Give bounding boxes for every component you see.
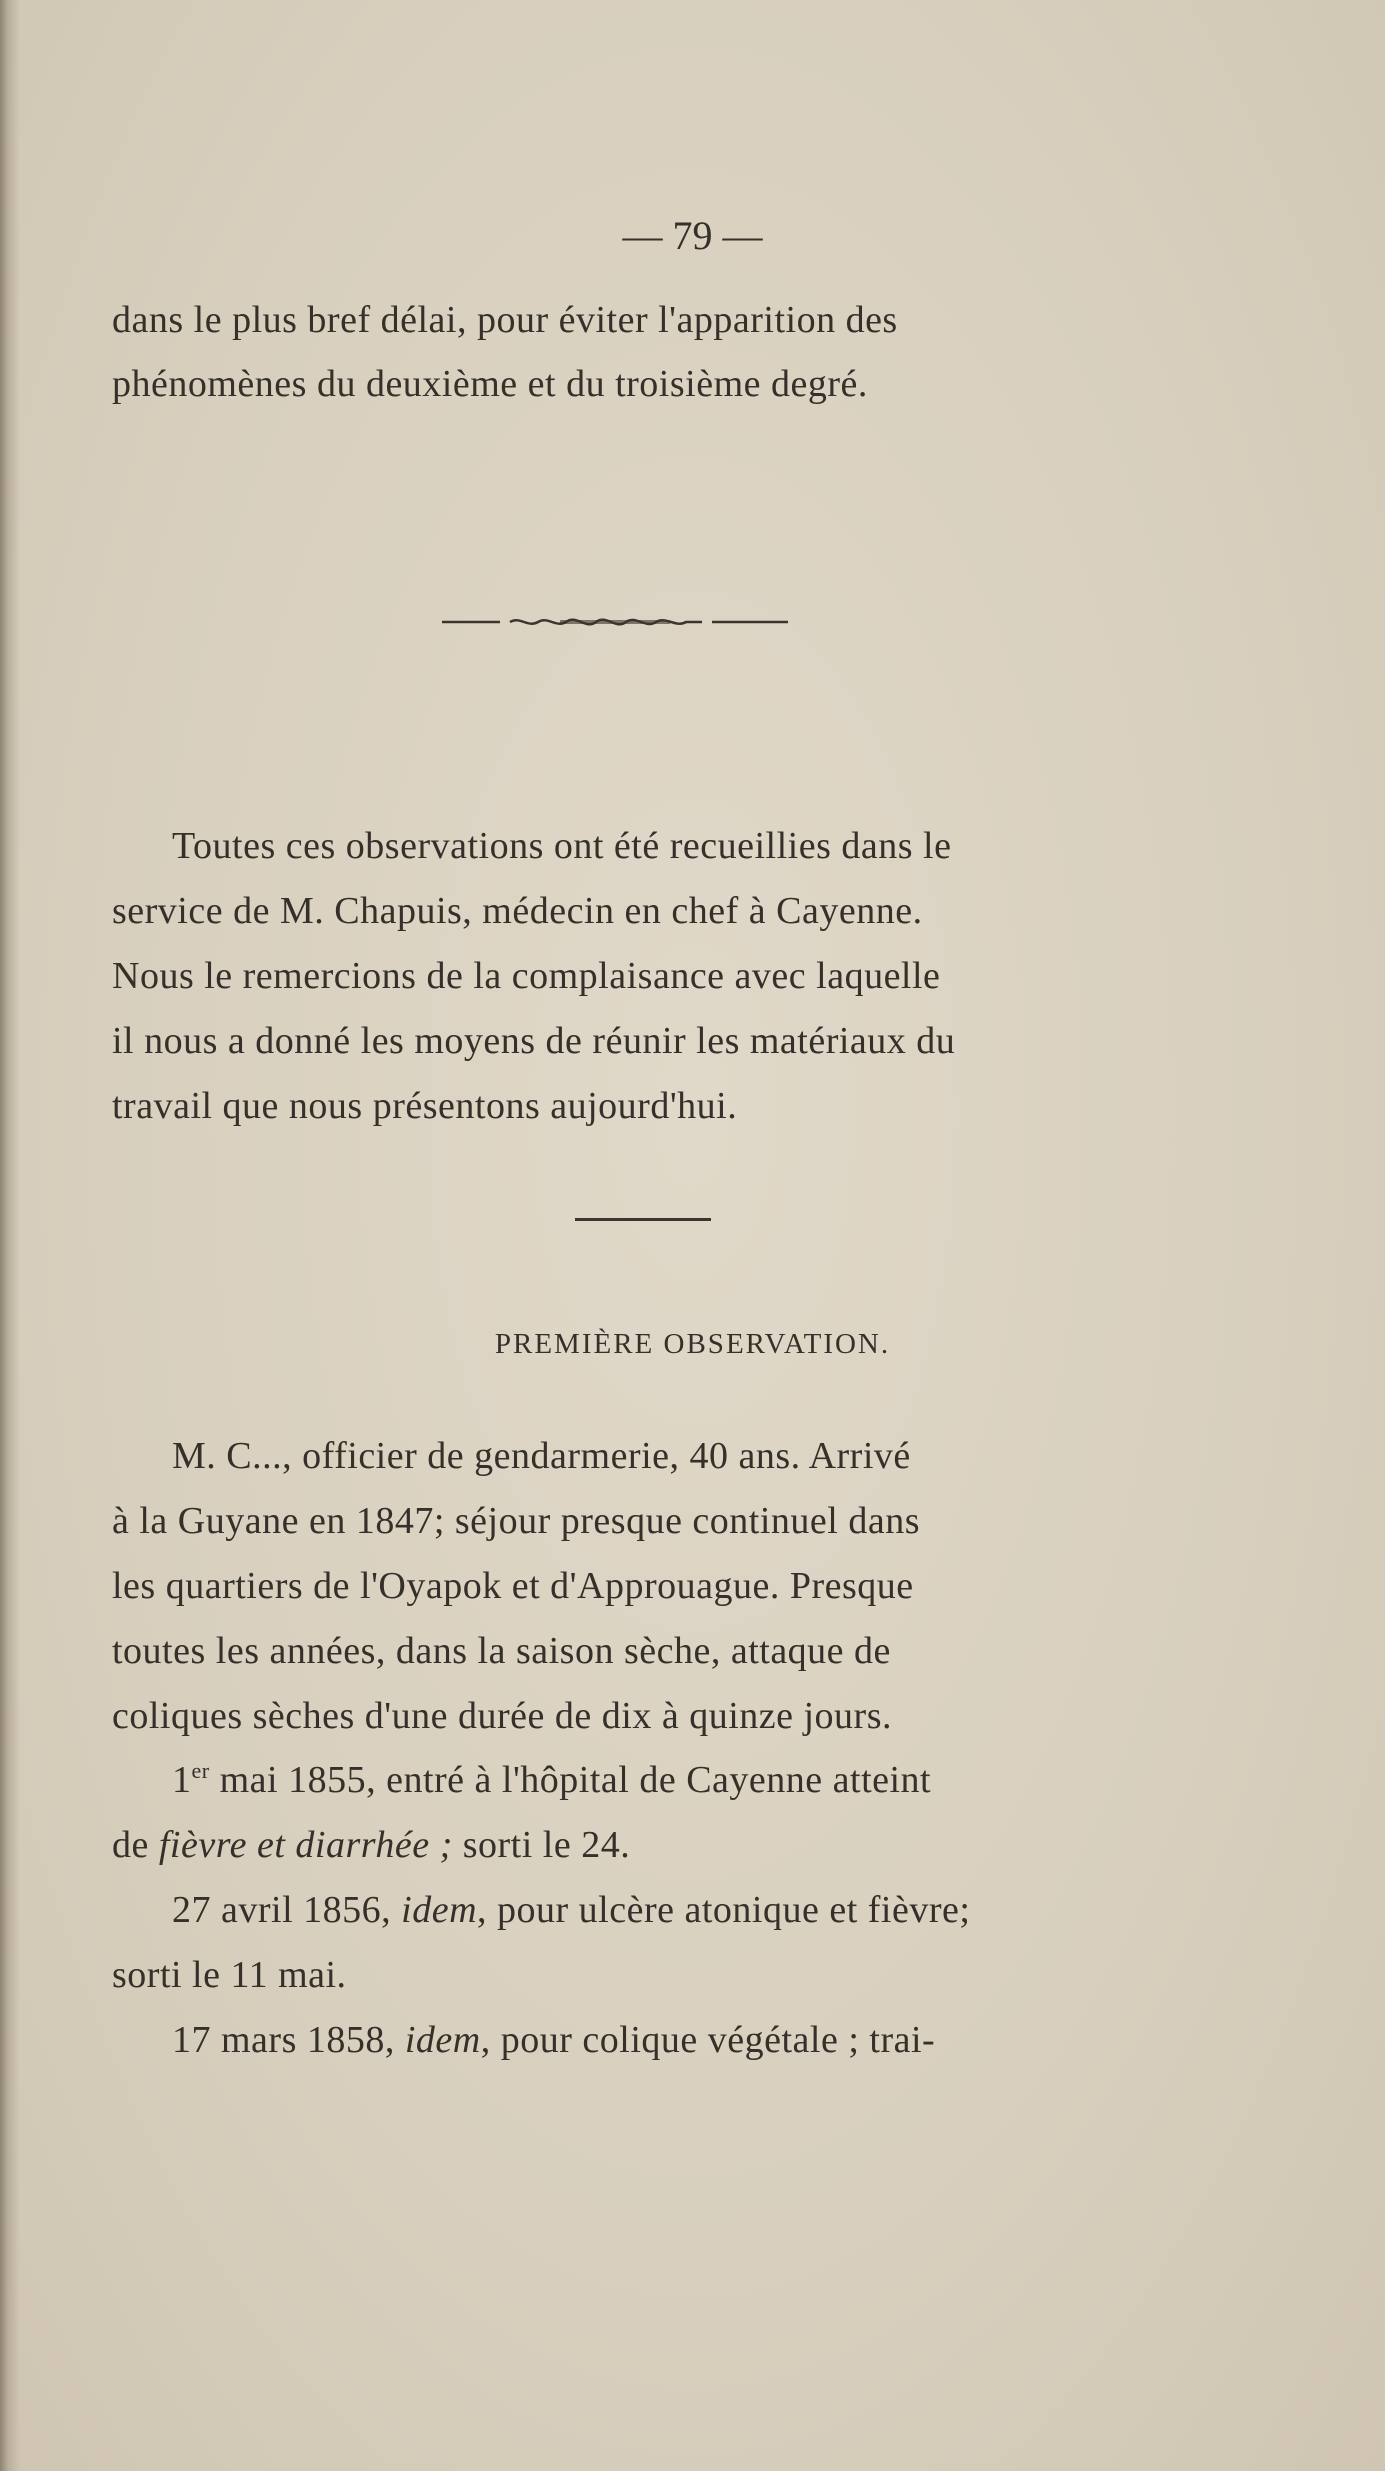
text-line (172, 2018, 935, 2062)
text-line (172, 1758, 931, 1802)
ornamental-flourish (440, 612, 790, 632)
page-gutter-shadow (0, 0, 20, 2471)
text-line: phénomènes du deuxième et du troisième degré. (112, 363, 868, 405)
text-line: les quartiers de l'Oyapok et d'Approuague. Presque (112, 1565, 914, 1607)
text-line: Nous le remercions de la complaisance avec laquelle (112, 955, 941, 997)
date-day: 1 (172, 1759, 192, 1801)
text-line: à la Guyane en 1847; séjour presque continuel dans (112, 1500, 920, 1542)
section-rule (575, 1218, 711, 1221)
text-line (172, 1888, 970, 1932)
text-span: , pour ulcère atonique et fièvre; (477, 1889, 971, 1931)
observation-heading: PREMIÈRE OBSERVATION. (494, 1328, 891, 1360)
text-span: mai 1855, entré à l'hôpital de Cayenne atteint (209, 1759, 932, 1801)
ordinal-superscript: er (191, 1758, 210, 1783)
text-span: 17 mars 1858, (172, 2019, 405, 2061)
text-line: service de M. Chapuis, médecin en chef à Cayenne. (112, 890, 923, 932)
text-span: 27 avril 1856, (172, 1889, 402, 1931)
text-line: travail que nous présentons aujourd'hui. (112, 1085, 738, 1127)
text-line: il nous a donné les moyens de réunir les matériaux du (112, 1020, 956, 1062)
text-span: , pour colique végétale ; trai- (480, 2019, 936, 2061)
text-line (112, 1823, 630, 1867)
italic-idem: idem (401, 1889, 478, 1931)
text-line: toutes les années, dans la saison sèche, attaque de (112, 1630, 891, 1672)
text-span: de (112, 1824, 159, 1866)
page-number: — 79 — (622, 213, 763, 258)
text-line: sorti le 11 mai. (112, 1954, 347, 1996)
italic-idem: idem (404, 2019, 481, 2061)
text-line: dans le plus bref délai, pour éviter l'apparition des (112, 299, 898, 341)
italic-diagnosis: fièvre et diarrhée ; (158, 1824, 453, 1866)
text-line: M. C..., officier de gendarmerie, 40 ans. Arrivé (172, 1435, 911, 1477)
text-span: sorti le 24. (452, 1824, 631, 1866)
text-line: Toutes ces observations ont été recueillies dans le (172, 825, 952, 867)
text-line: coliques sèches d'une durée de dix à quinze jours. (112, 1695, 892, 1737)
